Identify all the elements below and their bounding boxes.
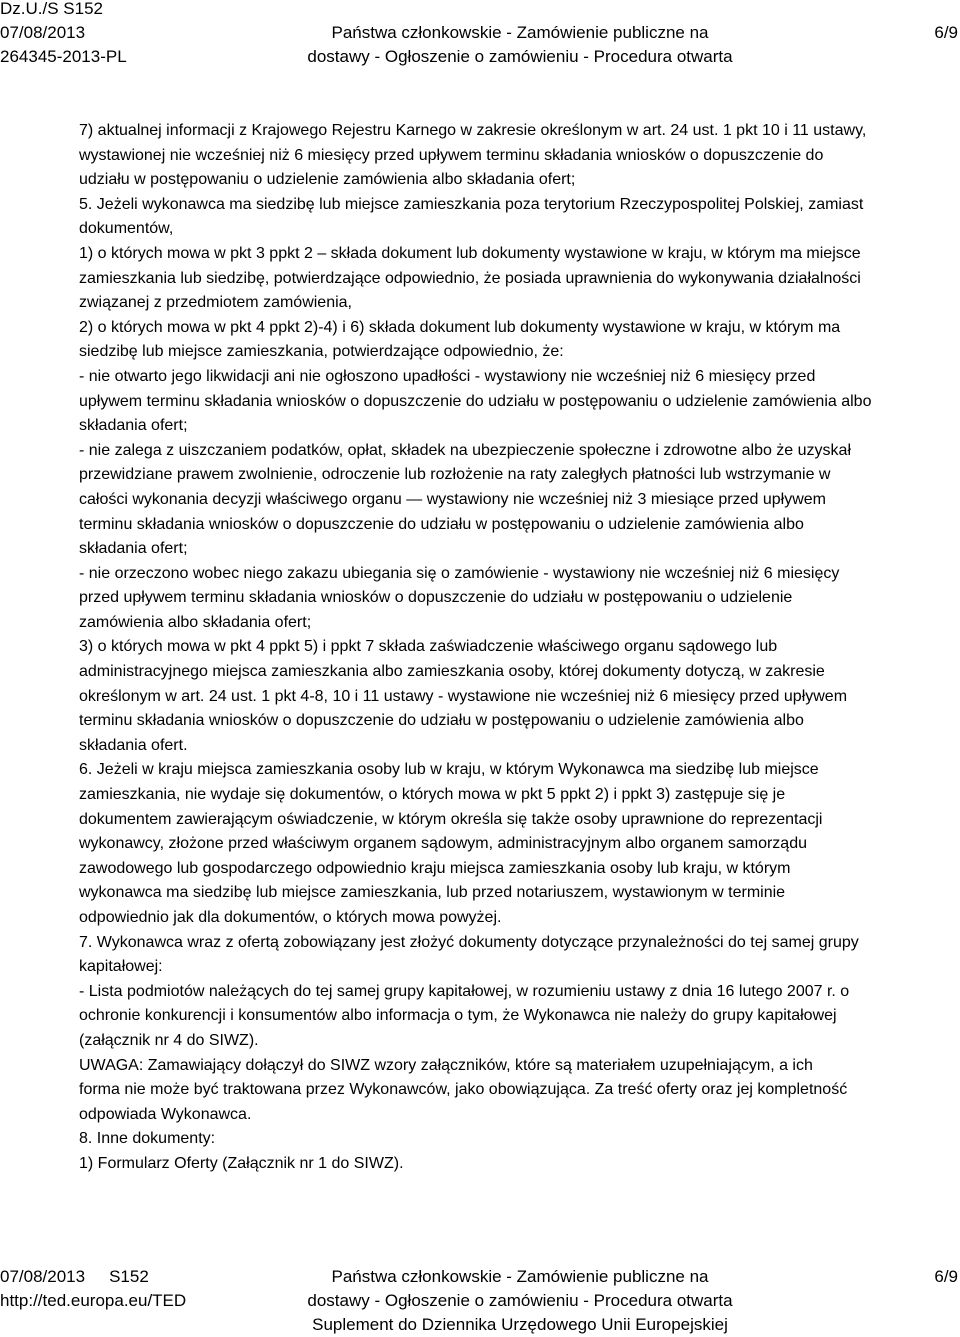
text-line: siedzibę lub miejsce zamieszkania, potwierdzające odpowiednio, że: [79,343,564,361]
text-line: - nie otwarto jego likwidacji ani nie ogłoszono upadłości - wystawiony nie wcześniej niż 6 miesięcy przed [79,367,816,385]
text-line: 6. Jeżeli w kraju miejsca zamieszkania osoby lub w kraju, w którym Wykonawca ma siedzibę lub miejsce [79,761,819,779]
header-title [260,21,780,69]
text-line: administracyjnego miejsca zamieszkania albo zamieszkania osoby, której dokumenty dotyczą, w zakresie [79,663,825,681]
footer-title-line-2: dostawy - Ogłoszenie o zamówieniu - Procedura otwarta [307,1291,733,1310]
doc-reference: Dz.U./S S152 [0,0,103,18]
text-line: zawodowego lub gospodarczego odpowiednio kraju miejsca zamieszkania osoby lub kraju, w którym [79,859,791,877]
text-line: odpowiednio jak dla dokumentów, o których mowa powyżej. [79,909,502,926]
text-line: dokumentów, [79,220,174,238]
footer-page-number: 6/9 [934,1267,958,1286]
text-line: 1) o których mowa w pkt 3 ppkt 2 – składa dokument lub dokumenty wystawione w kraju, w którym ma miejsce [79,244,861,262]
text-line: upływem terminu składania wniosków o dopuszczenie do udziału w postępowaniu o udzielenie zamówienia albo [79,392,872,410]
page-number: 6/9 [934,23,958,42]
text-line: wykonawca ma siedzibę lub miejsce zamieszkania, lub przed notariuszem, wystawionym w terminie [79,884,786,902]
text-line: - nie orzeczono wobec niego zakazu ubiegania się o zamówienie - wystawiony nie wcześniej niż 6 miesięcy [79,564,840,582]
text-line: terminu składania wniosków o dopuszczenie do udziału w postępowaniu o udzielenie zamówienia albo [79,515,804,533]
footer-title [260,1265,780,1337]
footer-date: 07/08/2013 [0,1267,86,1286]
publication-date: 07/08/2013 [0,23,86,42]
text-line: 3) o których mowa w pkt 4 ppkt 5) i ppkt 7 składa zaświadczenie właściwego organu sądowego lub [79,638,778,656]
footer-url-link[interactable]: http://ted.europa.eu/TED [0,1291,187,1310]
text-line: (załącznik nr 4 do SIWZ). [79,1031,259,1049]
notice-id: 264345-2013-PL [0,47,127,66]
document-body [79,119,959,1177]
text-line: przed upływem terminu składania wniosków o dopuszczenie do udziału w postępowaniu o udzielenie [79,589,793,607]
text-line: składania ofert; [79,540,188,558]
footer-title-line-1: Państwa członkowskie - Zamówienie publiczne na [331,1267,709,1286]
footer-title-line-3: Suplement do Dziennika Urzędowego Unii Europejskiej [312,1315,728,1334]
text-line: zamieszkania, nie wydaje się dokumentów, o których mowa w pkt 5 ppkt 2) i ppkt 3) zastępuje się je [79,786,786,804]
text-line: ochronie konkurencji i konsumentów albo informacja o tym, że Wykonawca nie należy do grupy kapitałowej [79,1007,837,1025]
text-line: terminu składania wniosków o dopuszczenie do udziału w postępowaniu o udzielenie zamówienia albo [79,712,804,730]
text-line: - Lista podmiotów należących do tej samej grupy kapitałowej, w rozumieniu ustawy z dnia 16 lutego 2007 r. o [79,982,850,1000]
text-line: 8. Inne dokumenty: [79,1130,216,1148]
text-line: całości wykonania decyzji właściwego organu — wystawiony nie wcześniej niż 3 miesiące przed upływem [79,490,826,508]
text-line: wystawionej nie wcześniej niż 6 miesięcy przed upływem terminu składania wniosków o dopuszczenie do [79,146,824,164]
text-line: 1) Formularz Oferty (Załącznik nr 1 do SIWZ). [79,1154,404,1172]
text-line: przewidziane prawem zwolnienie, odroczenie lub rozłożenie na raty zaległych płatności lub wstrzymanie w [79,466,831,484]
footer-date-series [0,1265,149,1289]
text-line: 2) o których mowa w pkt 4 ppkt 2)-4) i 6) składa dokument lub dokumenty wystawione w kraju, w którym ma [79,318,841,336]
text-line: zamieszkania lub siedzibę, potwierdzające odpowiednio, że posiada uprawnienia do wykonywania działalności [79,269,861,287]
text-line: 7) aktualnej informacji z Krajowego Rejestru Karnego w zakresie określonym w art. 24 ust. 1 pkt 10 i 11 ustawy, [79,122,867,139]
header-title-line-2: dostawy - Ogłoszenie o zamówieniu - Procedura otwarta [307,47,733,66]
text-line: udziału w postępowaniu o udzielenie zamówienia albo składania ofert; [79,171,576,189]
footer-series: S152 [109,1267,149,1286]
text-line: określonym w art. 24 ust. 1 pkt 4-8, 10 i 11 ustawy - wystawione nie wcześniej niż 6 miesięcy przed upływem [79,687,848,705]
text-line: zamówienia albo składania ofert; [79,613,312,631]
header-title-line-1: Państwa członkowskie - Zamówienie publiczne na [331,23,709,42]
text-line: kapitałowej: [79,958,163,976]
text-line: 5. Jeżeli wykonawca ma siedzibę lub miejsce zamieszkania poza terytorium Rzeczypospolitej Polskiej, zamiast [79,195,864,213]
text-line: dokumentem zawierającym oświadczenie, w którym określa się także osoby uprawnione do reprezentacji [79,810,823,828]
text-line: odpowiada Wykonawca. [79,1105,252,1123]
text-line: związanej z przedmiotem zamówienia, [79,294,352,312]
text-line: składania ofert; [79,417,188,435]
text-line: wykonawcy, złożone przed właściwym organem sądowym, administracyjnym albo organem samorządu [79,835,807,853]
text-line: składania ofert. [79,736,188,754]
text-line: forma nie może być traktowana przez Wykonawców, jako obowiązująca. Za treść oferty oraz jej kompletność [79,1081,848,1099]
text-line: - nie zalega z uiszczaniem podatków, opłat, składek na ubezpieczenie społeczne i zdrowotne albo że uzyskał [79,441,851,459]
text-line: UWAGA: Zamawiający dołączył do SIWZ wzory załączników, które są materiałem uzupełniającym, a ich [79,1056,813,1074]
text-line: 7. Wykonawca wraz z ofertą zobowiązany jest złożyć dokumenty dotyczące przynależności do tej samej grupy [79,933,859,951]
